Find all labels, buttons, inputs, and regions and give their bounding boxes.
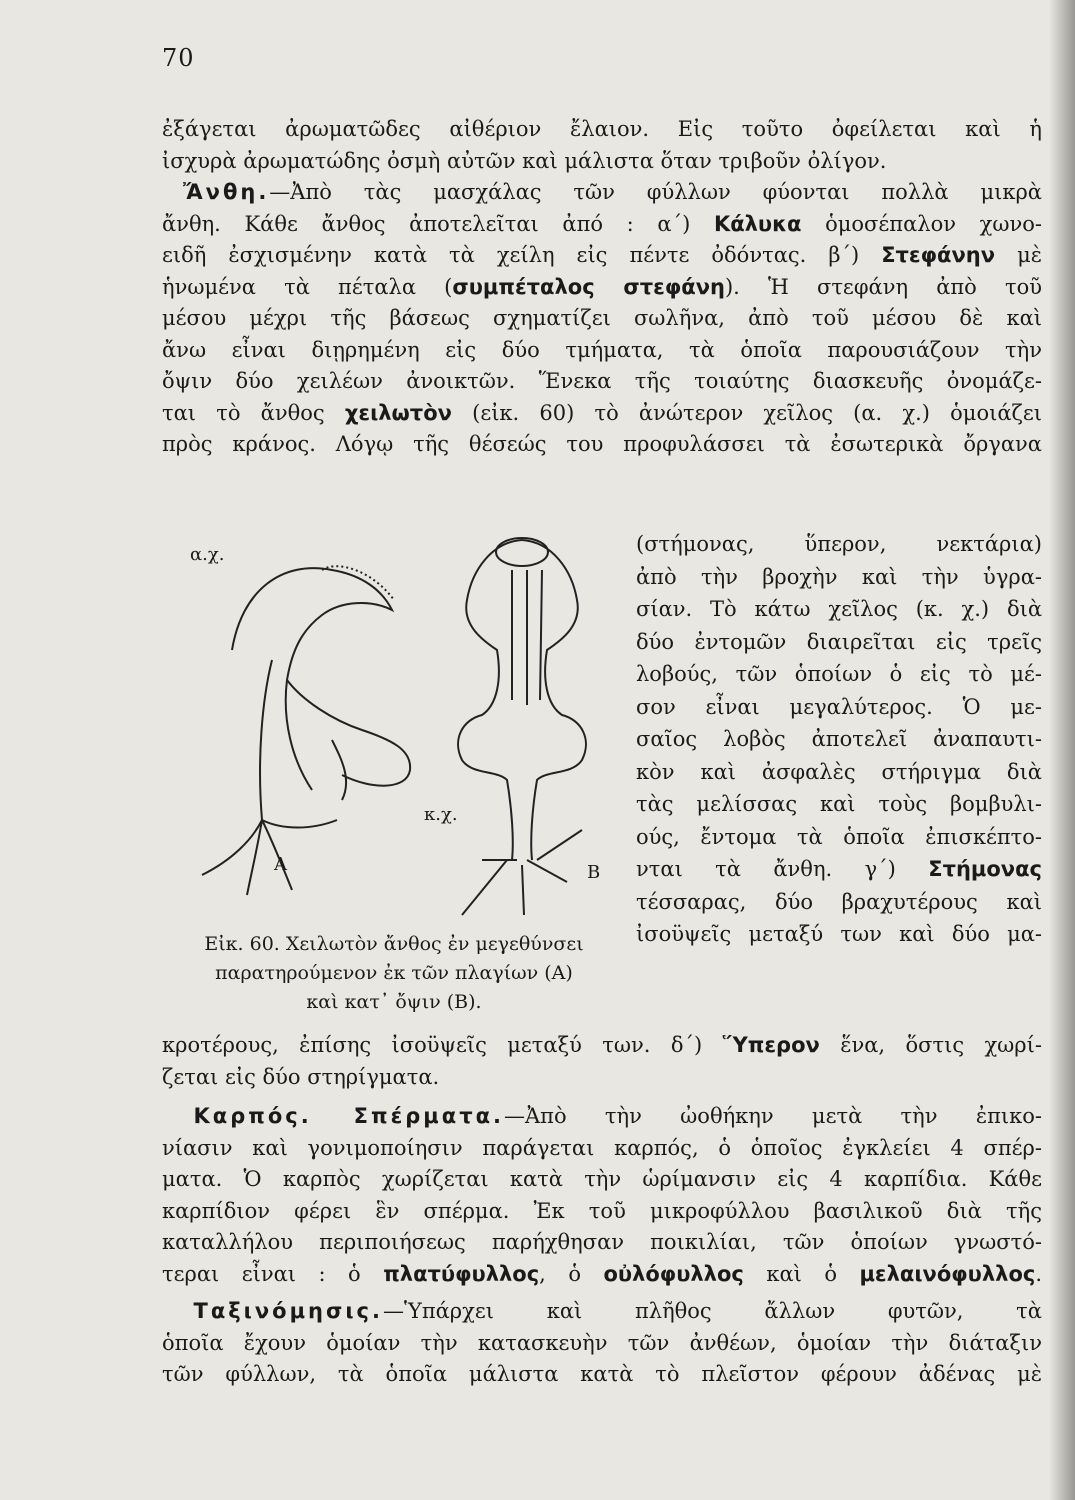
text-line: ματα. Ὁ καρπὸς χωρίζεται κατὰ τὴν ὡρίμανσιν εἰς 4 καρπίδια. Κάθε	[162, 1167, 1042, 1191]
text-line: ἰσοϋψεῖς μεταξύ των καὶ δύο μα-	[636, 922, 1042, 946]
flower-illustration	[162, 530, 626, 930]
text-span: .	[1035, 1261, 1042, 1286]
text-span: καὶ ὁ	[766, 1261, 837, 1286]
term-oulofyllos: οὐλόφυλλος	[603, 1261, 744, 1286]
section-heading-karpos: Καρπός. Σπέρματα.	[193, 1104, 504, 1128]
text-line: σαῖος λοβὸς ἀποτελεῖ ἀναπαυτι-	[636, 727, 1042, 751]
text-line: ὁποῖα ἔχουν ὁμοίαν τὴν κατασκευὴν τῶν ἀνθέων, ὁμοίαν τὴν διάταξιν	[162, 1330, 1042, 1355]
tube-line-A	[260, 660, 272, 820]
text-block-bottom	[162, 1030, 1042, 1391]
text-line: κὸν καὶ ἀσφαλὲς στήριγμα διὰ	[636, 759, 1042, 784]
label-B: Β	[587, 862, 601, 883]
term-melainofyllos: μελαινόφυλλος	[859, 1261, 1036, 1286]
section-heading-taxinomisis: Ταξινόμησις.	[193, 1299, 383, 1323]
calyx-B	[462, 830, 582, 915]
caption-line: Εἰκ. 60. Χειλωτὸν ἄνθος ἐν μεγεθύνσει	[204, 933, 584, 955]
text-span: ). Ἡ στεφάνη ἀπὸ τοῦ	[724, 274, 1042, 299]
text-span: ται τὸ ἄνθος	[162, 400, 325, 425]
calyx-A	[202, 820, 337, 895]
text-span: —Ἀπὸ τὴν ὠοθήκην μετὰ τὴν ἐπικο-	[504, 1104, 1042, 1128]
text-line: πρὸς κράνος. Λόγῳ τῆς θέσεώς του προφυλάσσει τὰ ἐσωτερικὰ ὄργανα	[162, 432, 1042, 456]
text-span: τεραι εἶναι : ὁ	[162, 1261, 361, 1286]
text-line	[636, 853, 1042, 886]
text-column-narrow	[636, 528, 1042, 951]
term-stimonas: Στήμονας	[928, 857, 1042, 881]
figure-60	[162, 530, 626, 930]
label-ax: α.χ.	[190, 544, 225, 565]
term-cheilotos: χειλωτὸν	[344, 400, 452, 425]
text-line	[162, 240, 1042, 272]
caption-line: παρατηρούμενον ἐκ τῶν πλαγίων (Α)	[215, 962, 573, 984]
top-B	[496, 538, 548, 566]
figure-caption	[162, 930, 626, 1017]
text-span: κροτέρους, ἐπίσης ἰσοϋψεῖς μεταξύ των. δ΄)	[162, 1033, 703, 1057]
text-span: —Ἀπὸ τὰς μασχάλας τῶν φύλλων φύονται πολλὰ μικρὰ	[269, 180, 1042, 204]
text-line	[162, 272, 1042, 304]
hairs-A	[322, 566, 394, 600]
right-outline-B	[522, 540, 586, 860]
text-line: ἄνω εἶναι διῃρημένη εἰς δύο τμήματα, τὰ ὁποῖα παρουσιάζουν τὴν	[162, 337, 1042, 362]
text-line: λοβούς, τῶν ὁποίων ὁ εἰς τὸ μέ-	[636, 662, 1042, 686]
term-sympetalos: συμπέταλος στεφάνη	[452, 274, 725, 299]
text-line: νίασιν καὶ γονιμοποίησιν παράγεται καρπός, ὁ ὁποῖος ἐγκλείει 4 σπέρ-	[162, 1135, 1042, 1160]
text-line: τῶν φύλλων, τὰ ὁποῖα μάλιστα κατὰ τὸ πλεῖστον φέρουν ἀδένας μὲ	[162, 1362, 1042, 1386]
text-line: ἐξάγεται ἀρωματῶδες αἰθέριον ἔλαιον. Εἰς τοῦτο ὀφείλεται καὶ ἡ	[162, 117, 1042, 141]
text-span: ειδῆ ἐσχισμένην κατὰ τὰ χείλη εἰς πέντε ὀδόντας. β΄)	[162, 243, 860, 267]
text-line: (στήμονας, ὕπερον, νεκτάρια)	[636, 532, 1042, 556]
text-span: νται τὰ ἄνθη. γ΄)	[636, 857, 896, 881]
caption-line: καὶ κατ᾿ ὄψιν (Β).	[306, 991, 482, 1013]
label-A: Α	[274, 854, 287, 875]
text-line: σίαν. Τὸ κάτω χεῖλος (κ. χ.) διὰ	[636, 597, 1042, 621]
page-edge-shadow	[1049, 0, 1075, 1500]
page-number: 70	[162, 44, 195, 72]
text-line: δύο ἐντομῶν διαιρεῖται εἰς τρεῖς	[636, 629, 1042, 654]
text-line: καταλλήλου περιποιήσεως παρήχθησαν ποικιλίαι, τῶν ὁποίων γνωστό-	[162, 1230, 1042, 1254]
text-line	[162, 1296, 1042, 1328]
text-span: ἡνωμένα τὰ πέταλα (	[162, 274, 453, 299]
upper-lip-A	[232, 568, 392, 790]
text-span: μὲ	[1017, 243, 1042, 267]
text-line: τὰς μελίσσας καὶ τοὺς βομβυλι-	[636, 792, 1042, 816]
section-heading-anthi: Ἄνθη.	[183, 180, 270, 204]
text-line: σον εἶναι μεγαλύτερος. Ὁ με-	[636, 694, 1042, 719]
text-line: τέσσαρας, δύο βραχυτέρους καὶ	[636, 889, 1042, 914]
text-line	[162, 1259, 1042, 1291]
text-line	[162, 1101, 1042, 1133]
text-line: ἀπὸ τὴν βροχὴν καὶ τὴν ὑγρα-	[636, 564, 1042, 589]
text-span: , ὁ	[539, 1261, 581, 1286]
term-kalyka: Κάλυκα	[713, 211, 802, 236]
lobe-A	[332, 740, 346, 800]
label-kx: κ.χ.	[424, 804, 458, 825]
term-platyfyllos: πλατύφυλλος	[383, 1261, 540, 1286]
text-span: (εἰκ. 60) τὸ ἀνώτερον χεῖλος (α. χ.) ὁμοιάζει	[472, 400, 1042, 425]
text-span: ἄνθη. Κάθε ἄνθος ἀποτελεῖται ἀπό : α΄)	[162, 211, 691, 236]
text-block-top	[162, 114, 1042, 461]
text-line	[162, 1030, 1042, 1062]
text-line: καρπίδιον φέρει ἓν σπέρμα. Ἐκ τοῦ μικροφύλλου βασιλικοῦ διὰ τῆς	[162, 1198, 1042, 1223]
text-line	[162, 398, 1042, 430]
text-span: ὁμοσέπαλον χωνο-	[825, 211, 1042, 236]
text-line	[162, 209, 1042, 241]
text-line: ἰσχυρὰ ἀρωματώδης ὀσμὴ αὐτῶν καὶ μάλιστα ὅταν τριβοῦν ὀλίγον.	[162, 148, 887, 173]
lower-lip-A	[287, 680, 410, 786]
text-line: ὄψιν δύο χειλέων ἀνοικτῶν. Ἕνεκα τῆς τοιαύτης διασκευῆς ὀνομάζε-	[162, 369, 1042, 393]
stamens-B	[512, 570, 542, 705]
text-line: ζεται εἰς δύο στηρίγματα.	[162, 1064, 440, 1089]
text-span: ἕνα, ὅστις χωρί-	[840, 1033, 1042, 1057]
term-yperon: Ὕπερον	[722, 1033, 820, 1057]
text-line: ούς, ἔντομα τὰ ὁποῖα ἐπισκέπτο-	[636, 824, 1042, 849]
text-line	[162, 177, 1042, 209]
text-line: μέσου μέχρι τῆς βάσεως σχηματίζει σωλῆνα, ἀπὸ τοῦ μέσου δὲ καὶ	[162, 306, 1042, 330]
term-stefanin: Στεφάνην	[881, 243, 996, 267]
text-span: —Ὑπάρχει καὶ πλῆθος ἄλλων φυτῶν, τὰ	[382, 1299, 1042, 1323]
